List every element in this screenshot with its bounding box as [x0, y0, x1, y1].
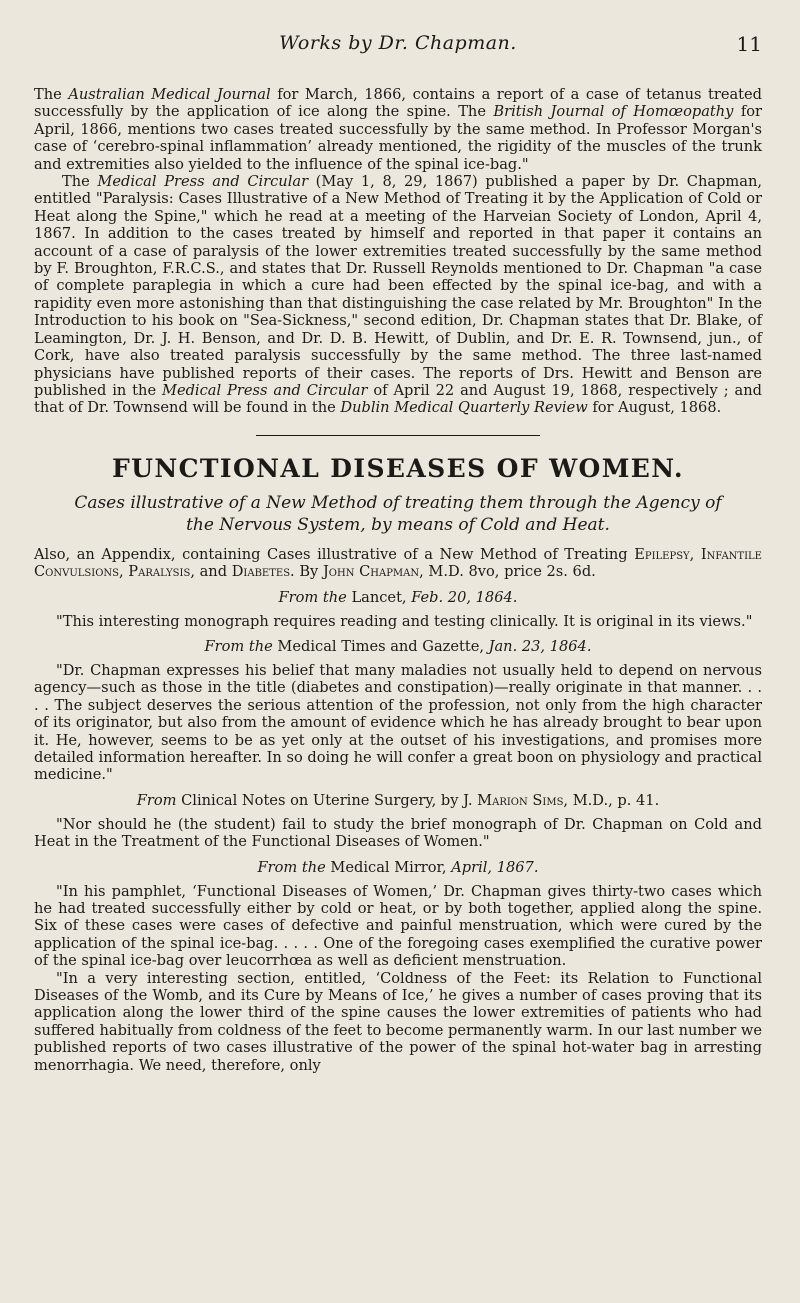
section-heading: FUNCTIONAL DISEASES OF WOMEN. [111, 453, 685, 483]
running-title: Works by Dr. Chapman. [279, 32, 517, 54]
medical-press-paragraph: The Medical Press and Circular (May 1, 8, 29, 1867) published a paper by Dr. Chapman, entitled "Paralysis: Cases Illustrative of a New Method of Treating it by the Application of Cold or Heat along the Spine," which he read at a meeting of the Harveian Society of London, April 4, 1867. In addition to the cases treated by himself and reported in that paper it contains an account of a case of paralysis of the lower extremities treated successfully by the same method by F. Broughton, F.R.C.S., and states that Dr. Russell Reynolds mentioned to Dr. Chapman "a case of complete paraplegia in which a cure had been effected by the spinal ice-bag, and with a rapidity even more astonishing than that distinguishing the case related by Mr. Broughton" In the Introduction to his book on "Sea-Sickness," second edition, Dr. Chapman states that Dr. Blake, of Leamington, Dr. J. H. Benson, and Dr. D. B. Hewitt, of Dublin, and Dr. E. R. Townsend, jun., of Cork, have also treated paralysis successfully by the same method. The three last-named physicians have published reports of their cases. The reports of Drs. Hewitt and Benson are published in the Medical Press and Circular of April 22 and August 19, 1868, respectively ; and that of Dr. Townsend will be found in the Dublin Medical Quarterly Review for August, 1868. [34, 173, 762, 417]
review-quote-medical-mirror-continued: "In a very interesting section, entitled, ‘Coldness of the Feet: its Relation to Functional Diseases of the Womb, and its Cure by Means of Ice,’ he gives a number of cases proving that its application along the lower third of the spine causes the lower extremities of patients who had suffered habitually from coldness of the feet to become permanently warm. In our last number we published reports of two cases illustrative of the power of the spinal hot-water bag in arresting menorrhagia. We need, therefore, only [34, 969, 762, 1074]
page-number: 11 [736, 32, 762, 56]
review-source-medical-mirror: From the Medical Mirror, April, 1867. [257, 858, 539, 876]
review-quote-medical-mirror: "In his pamphlet, ‘Functional Diseases of Women,’ Dr. Chapman gives thirty-two cases which he had treated successfully either by cold or heat, or by both together, applied along the spine. Six of these cases were cases of defective and painful menstruation, which were cured by the application of the spinal ice-bag. . . . . One of the foregoing cases exemplified the curative power of the spinal ice-bag over leucorrhœa as well as deficient menstruation. [34, 882, 762, 970]
review-quote-lancet: "This interesting monograph requires reading and testing clinically. It is original in its views." [56, 612, 753, 630]
intro-paragraph: The Australian Medical Journal for March, 1866, contains a report of a case of tetanus treated successfully by the application of ice along the spine. The British Journal of Homœopathy for April, 1866, mentions two cases treated successfully by the same method. In Professor Morgan's case of ‘cerebro-spinal inflammation’ already mentioned, the rigidity of the muscles of the trunk and extremities also yielded to the influence of the spinal ice-bag." [34, 86, 763, 173]
review-quote-medical-times: "Dr. Chapman expresses his belief that many maladies not usually held to depend on nervous agency—such as those in the title (diabetes and constipation)—really originate in that manner. . . . . The subject deserves the serious attention of the profession, not only from the high character of its originator, but also from the amount of evidence which he has already brought to bear upon it. He, however, seems to be as yet only at the outset of his investigations, and promises more detailed information hereafter. In so doing he will confer a great boon on physiology and practical medicine." [34, 661, 762, 784]
review-source-medical-times: From the Medical Times and Gazette, Jan. 23, 1864. [204, 637, 592, 655]
review-source-lancet: From the Lancet, Feb. 20, 1864. [278, 588, 518, 606]
review-quote-clinical-notes: "Nor should he (the student) fail to study the brief monograph of Dr. Chapman on Cold and Heat in the Treatment of the Functional Diseases of Women." [34, 815, 762, 851]
running-head [34, 0, 762, 56]
section-divider [256, 435, 540, 436]
section-subtitle: Cases illustrative of a New Method of treating them through the Agency of the Nervous System, by means of Cold and Heat. [74, 492, 722, 535]
appendix-paragraph: Also, an Appendix, containing Cases illustrative of a New Method of Treating Epilepsy, Infantile Convulsions, Paralysis, and Diabetes. By John Chapman, M.D. 8vo, price 2s. 6d. [34, 545, 762, 581]
review-source-clinical-notes: From Clinical Notes on Uterine Surgery, by J. Marion Sims, M.D., p. 41. [136, 791, 660, 809]
